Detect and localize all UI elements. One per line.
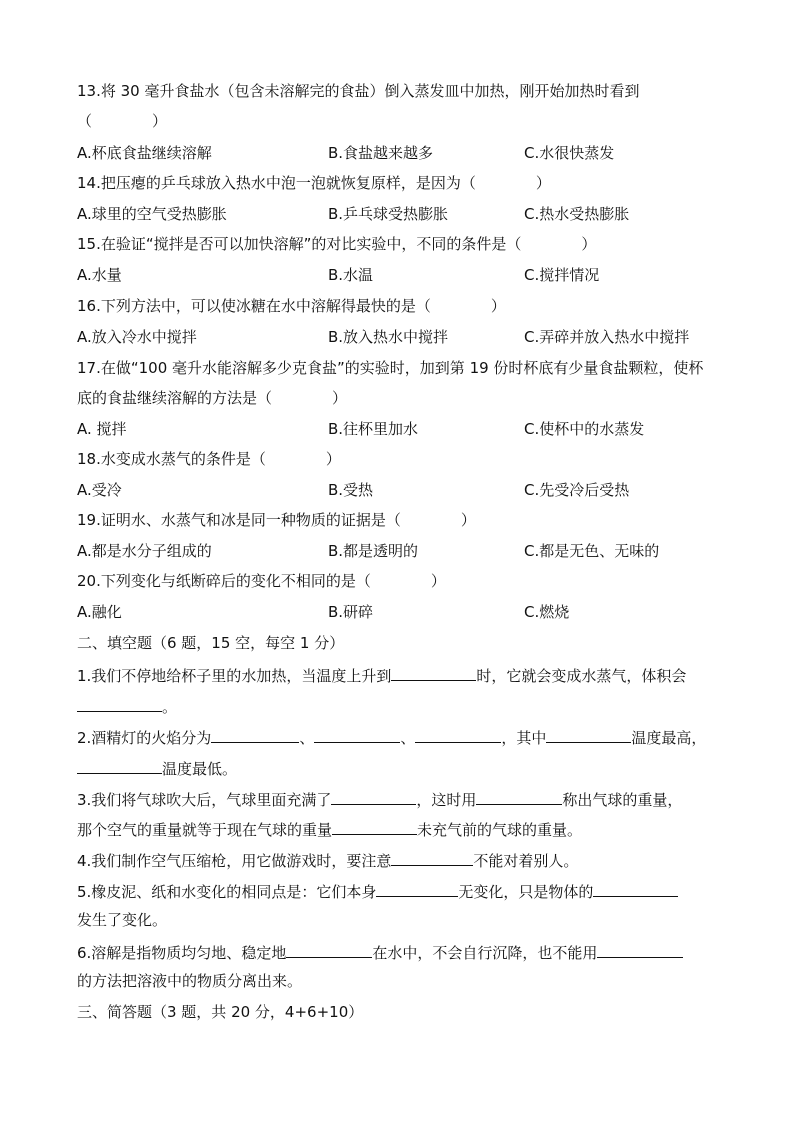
q17-option-a: A. 搅拌 <box>77 420 127 438</box>
q19-option-a: A.都是水分子组成的 <box>77 542 212 560</box>
fill-5-line2: 发生了变化。 <box>77 911 168 929</box>
q20-option-c: C.燃烧 <box>524 603 570 621</box>
fill-2-line2 <box>77 756 722 778</box>
fill-2-text-5: 温度最高， <box>631 729 707 747</box>
q15-option-a: A.水量 <box>77 266 122 284</box>
q13-option-b: B.食盐越来越多 <box>328 144 434 162</box>
fill-2-blank-3 <box>415 725 501 743</box>
q19-option-c: C.都是无色、无味的 <box>524 542 660 560</box>
fill-2-line1 <box>77 725 722 747</box>
fill-6-line1 <box>77 940 722 962</box>
fill-1-text-2: 时，它就会变成水蒸气，体积会 <box>476 667 687 685</box>
q16-option-b: B.放入热水中搅拌 <box>328 328 449 346</box>
q15-options <box>77 264 722 286</box>
q17-option-b: B.往杯里加水 <box>328 420 419 438</box>
fill-3-text-3: 称出气球的重量， <box>562 791 683 809</box>
fill-1-line1 <box>77 663 722 685</box>
q18-stem: 18.水变成水蒸气的条件是（ ） <box>77 450 341 468</box>
q18-option-c: C.先受冷后受热 <box>524 481 630 499</box>
q20-option-b: B.研碎 <box>328 603 374 621</box>
fill-6-blank-1 <box>286 940 372 958</box>
q16-stem: 16.下列方法中，可以使冰糖在水中溶解得最快的是（ ） <box>77 297 506 315</box>
q13-options <box>77 142 722 164</box>
q13-option-a: A.杯底食盐继续溶解 <box>77 144 212 162</box>
fill-3-text-5: 未充气前的气球的重量。 <box>417 821 583 839</box>
fill-2-text-2: 、 <box>299 729 315 747</box>
fill-3-line1 <box>77 787 722 809</box>
fill-2-text-6: 温度最低。 <box>162 760 238 778</box>
fill-5-blank-2 <box>593 879 678 897</box>
q19-option-b: B.都是透明的 <box>328 542 419 560</box>
q18-options <box>77 479 722 501</box>
fill-2-blank-5 <box>77 756 162 774</box>
q20-option-a: A.融化 <box>77 603 122 621</box>
q14-options <box>77 203 722 225</box>
q13-option-c: C.水很快蒸发 <box>524 144 615 162</box>
q19-options <box>77 540 722 562</box>
fill-1-text-1: 1.我们不停地给杯子里的水加热，当温度上升到 <box>77 667 392 685</box>
section-3-title: 三、简答题（3 题，共 20 分，4+6+10） <box>77 1003 364 1021</box>
fill-2-text-1: 2.酒精灯的火焰分为 <box>77 729 212 747</box>
fill-6-text-2: 在水中，不会自行沉降，也不能用 <box>372 944 598 962</box>
q13-stem: 13.将 30 毫升食盐水（包含未溶解完的食盐）倒入蒸发皿中加热，刚开始加热时看到 <box>77 82 640 100</box>
fill-5-text-2: 无变化，只是物体的 <box>458 883 594 901</box>
q13-answer-bracket: （ ） <box>77 112 168 130</box>
section-2-title: 二、填空题（6 题，15 空，每空 1 分） <box>77 634 345 652</box>
q14-stem: 14.把压瘪的乒乓球放入热水中泡一泡就恢复原样，是因为（ ） <box>77 174 551 192</box>
q15-stem: 15.在验证“搅拌是否可以加快溶解”的对比实验中，不同的条件是（ ） <box>77 235 597 253</box>
q17-stem: 17.在做“100 毫升水能溶解多少克食盐”的实验时，加到第 19 份时杯底有少量食盐颗粒，使杯 <box>77 359 704 377</box>
fill-3-text-4: 那个空气的重量就等于现在气球的重量 <box>77 821 333 839</box>
fill-6-text-1: 6.溶解是指物质均匀地、稳定地 <box>77 944 287 962</box>
fill-4-blank-1 <box>391 848 473 866</box>
fill-5-blank-1 <box>376 879 458 897</box>
fill-2-blank-2 <box>314 725 400 743</box>
q16-option-c: C.弄碎并放入热水中搅拌 <box>524 328 690 346</box>
fill-1-line2 <box>77 694 722 716</box>
fill-6-blank-2 <box>597 940 683 958</box>
q17-option-c: C.使杯中的水蒸发 <box>524 420 645 438</box>
q17-stem-cont: 底的食盐继续溶解的方法是（ ） <box>77 389 348 407</box>
q17-options <box>77 418 722 440</box>
fill-4-text-1: 4.我们制作空气压缩枪，用它做游戏时，要注意 <box>77 852 392 870</box>
q14-option-a: A.球里的空气受热膨胀 <box>77 205 227 223</box>
fill-2-text-3: 、 <box>400 729 416 747</box>
fill-3-line2 <box>77 817 722 839</box>
q18-option-a: A.受冷 <box>77 481 122 499</box>
fill-3-text-2: ，这时用 <box>416 791 477 809</box>
fill-1-blank-2 <box>77 694 162 712</box>
fill-3-blank-3 <box>332 817 417 835</box>
fill-4-text-2: 不能对着别人。 <box>473 852 579 870</box>
fill-5-text-1: 5.橡皮泥、纸和水变化的相同点是：它们本身 <box>77 883 377 901</box>
q14-option-c: C.热水受热膨胀 <box>524 205 630 223</box>
q20-stem: 20.下列变化与纸断碎后的变化不相同的是（ ） <box>77 572 446 590</box>
fill-3-text-1: 3.我们将气球吹大后，气球里面充满了 <box>77 791 332 809</box>
fill-2-text-4: ，其中 <box>501 729 547 747</box>
fill-3-blank-2 <box>476 787 562 805</box>
q14-option-b: B.乒乓球受热膨胀 <box>328 205 449 223</box>
q16-option-a: A.放入冷水中搅拌 <box>77 328 197 346</box>
fill-6-line2: 的方法把溶液中的物质分离出来。 <box>77 972 303 990</box>
fill-1-blank-1 <box>391 663 476 681</box>
fill-2-blank-1 <box>211 725 299 743</box>
q19-stem: 19.证明水、水蒸气和冰是同一种物质的证据是（ ） <box>77 511 476 529</box>
q18-option-b: B.受热 <box>328 481 374 499</box>
q15-option-c: C.搅拌情况 <box>524 266 600 284</box>
fill-5-line1 <box>77 879 722 901</box>
q16-options <box>77 326 722 348</box>
q20-options <box>77 601 722 623</box>
fill-4-line1 <box>77 848 722 870</box>
fill-1-text-3: 。 <box>162 698 178 716</box>
q15-option-b: B.水温 <box>328 266 374 284</box>
fill-2-blank-4 <box>546 725 631 743</box>
fill-3-blank-1 <box>331 787 416 805</box>
